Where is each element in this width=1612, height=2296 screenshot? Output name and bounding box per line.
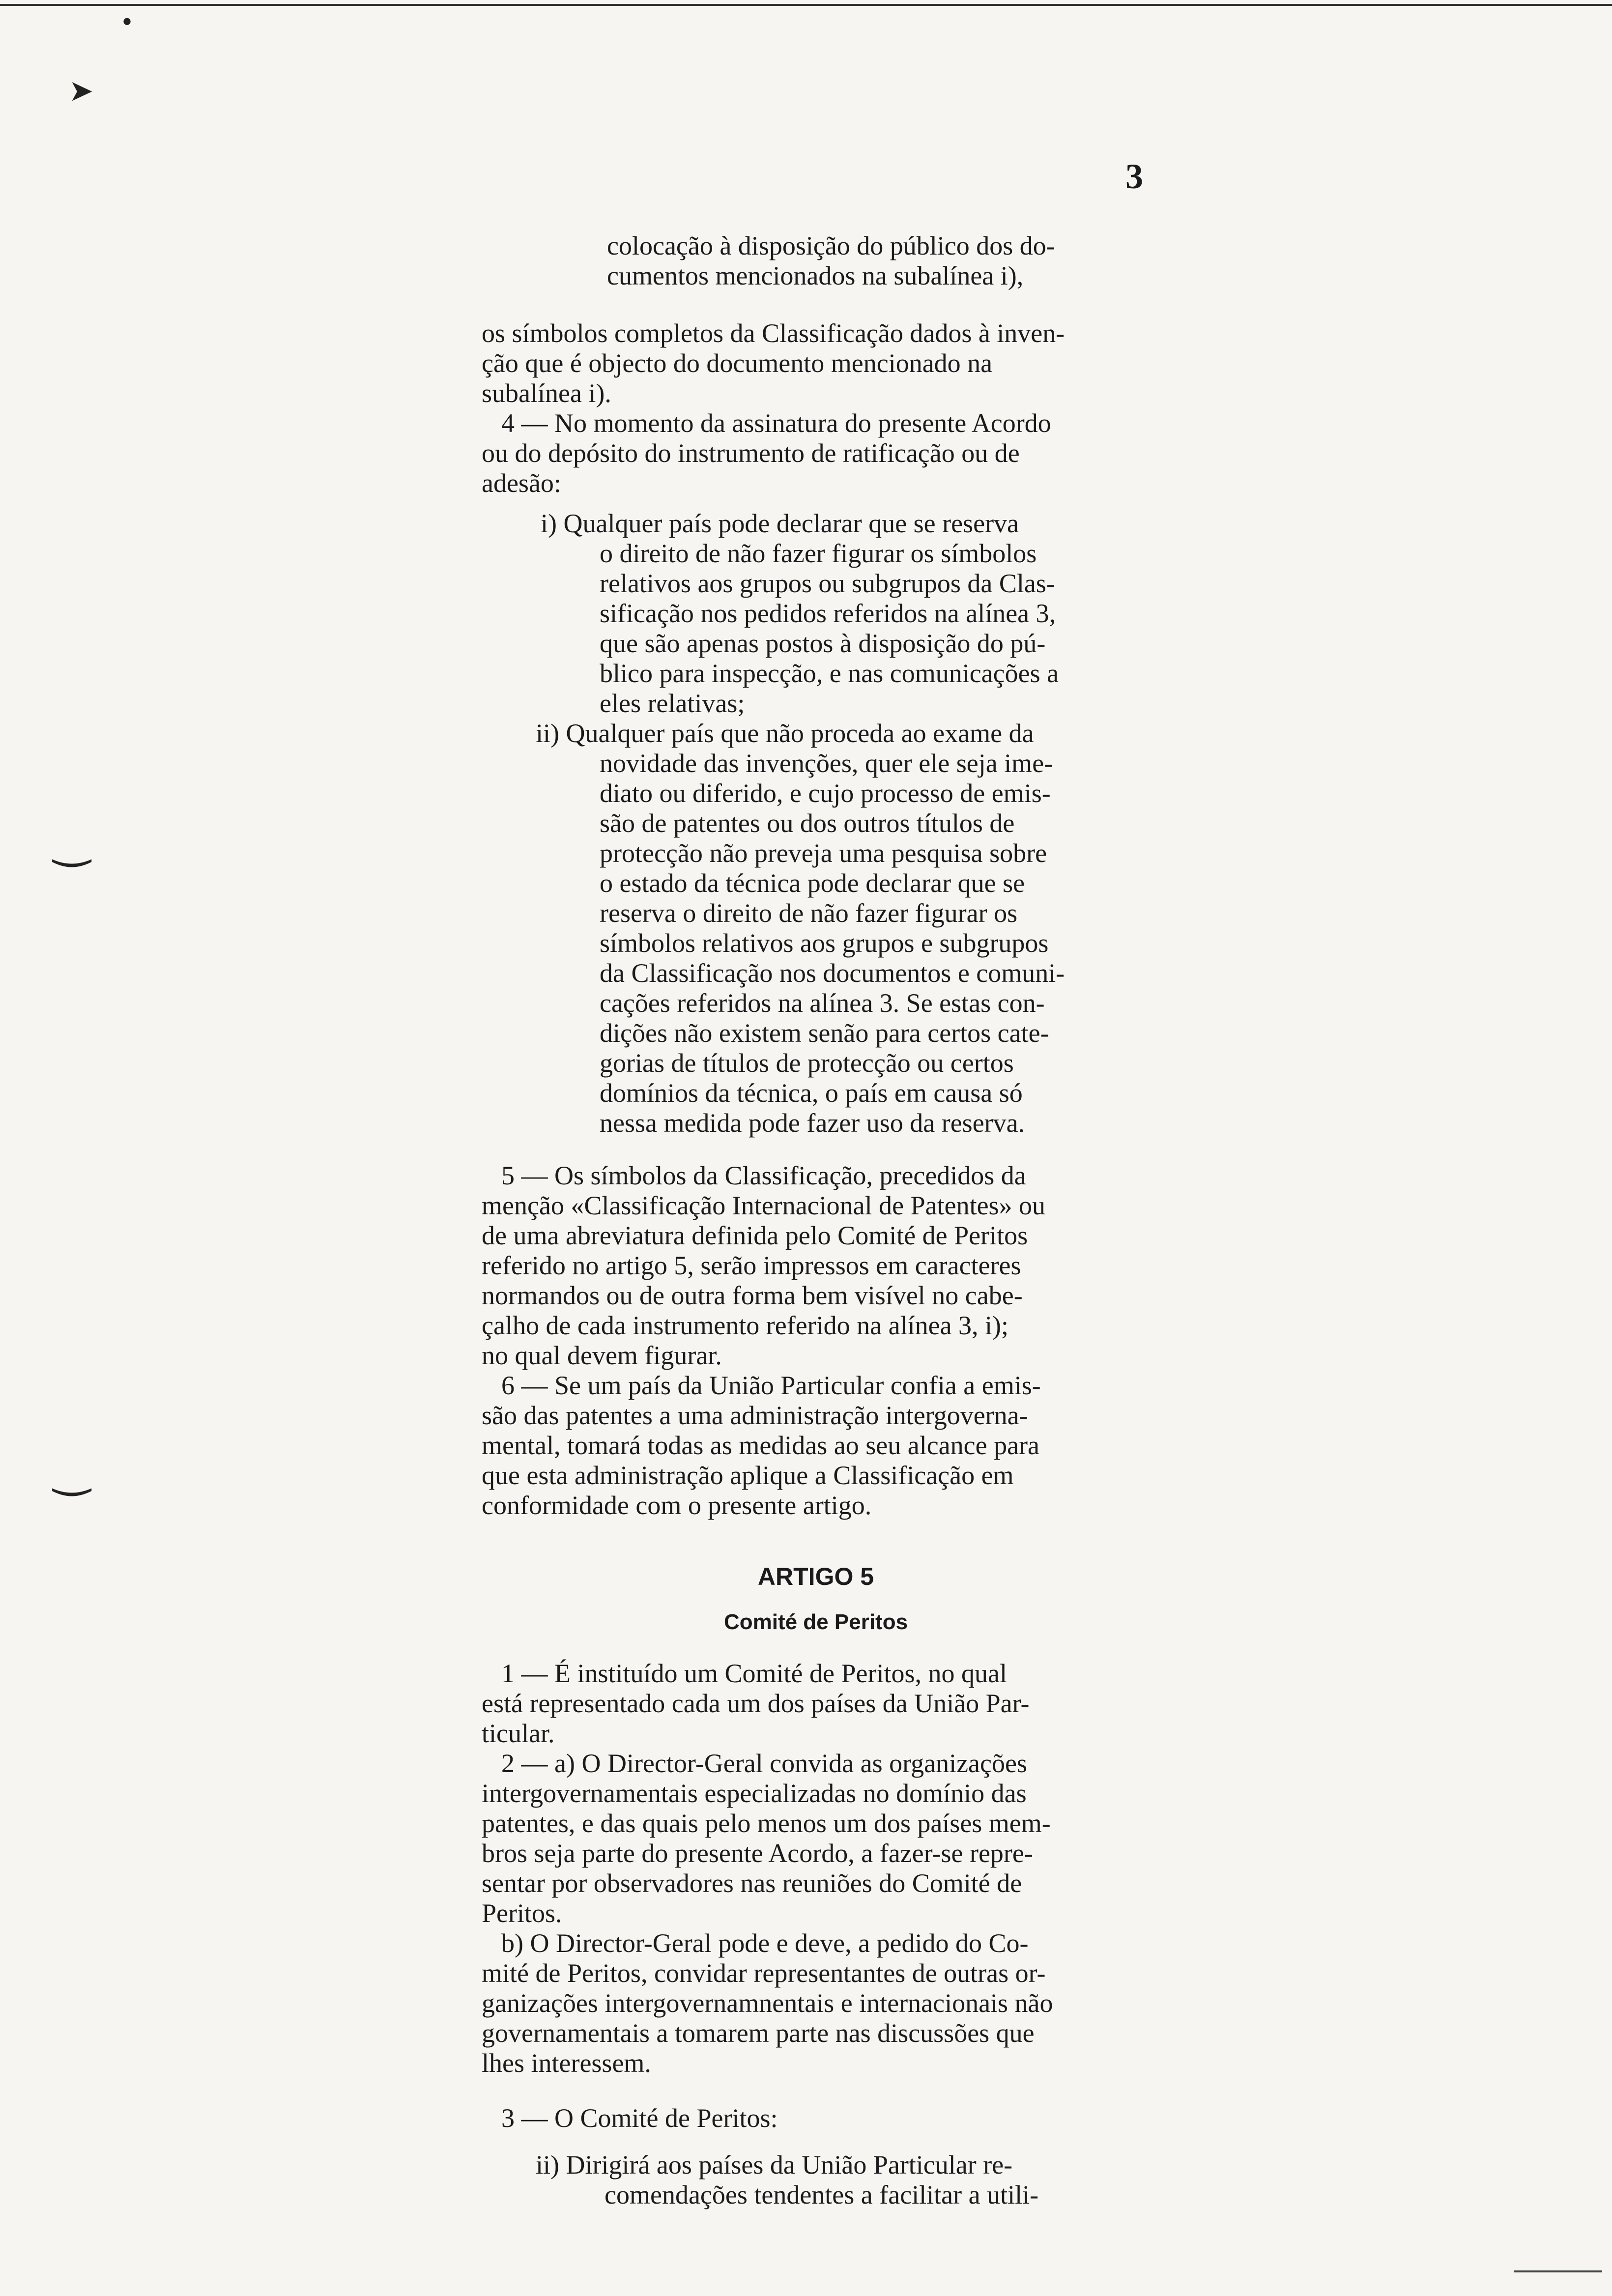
text-line: menção «Classificação Internacional de Patentes» ou <box>482 1191 1046 1220</box>
text-line: domínios da técnica, o país em causa só <box>600 1078 1023 1108</box>
text-line: gorias de títulos de protecção ou certos <box>600 1048 1014 1078</box>
text-line: 1 — É instituído um Comité de Peritos, no qual <box>501 1659 1007 1688</box>
text-line: 2 — a) O Director-Geral convida as organizações <box>501 1749 1027 1778</box>
text-line: ou do depósito do instrumento de ratificação ou de <box>482 438 1020 468</box>
text-line: mité de Peritos, convidar representantes de outras or- <box>482 1958 1046 1988</box>
block-2 <box>482 318 1150 498</box>
text-line: dições não existem senão para certos cate- <box>600 1018 1049 1048</box>
text-line: referido no artigo 5, serão impressos em caracteres <box>482 1251 1021 1280</box>
text-line: sentar por observadores nas reuniões do Comité de <box>482 1868 1022 1898</box>
block-3 <box>482 1161 1150 1521</box>
text-line: 4 — No momento da assinatura do presente Acordo <box>501 408 1051 438</box>
text-line: ganizações intergovernamnentais e internacionais não <box>482 1988 1053 2018</box>
text-line: sificação nos pedidos referidos na alínea 3, <box>600 599 1056 628</box>
text-line: está representado cada um dos países da União Par- <box>482 1689 1030 1718</box>
text-line: cações referidos na alínea 3. Se estas con- <box>600 988 1045 1018</box>
text-line: lhes interessem. <box>482 2048 651 2078</box>
article-subheading: Comité de Peritos <box>723 1610 908 1634</box>
text-line: bros seja parte do presente Acordo, a fazer-se repre- <box>482 1838 1033 1868</box>
text-line: conformidade com o presente artigo. <box>482 1491 872 1520</box>
text-line: comendações tendentes a facilitar a utili- <box>604 2180 1039 2210</box>
text-line: ii) Dirigirá aos países da União Particular re- <box>536 2150 1013 2180</box>
scan-speck-mark: • <box>122 5 133 38</box>
text-line: 3 — O Comité de Peritos: <box>501 2103 778 2133</box>
text-line: intergovernamentais especializadas no domínio das <box>482 1779 1027 1808</box>
scan-bottom-edge-line <box>1514 2270 1602 2272</box>
block-4 <box>482 1659 1150 2078</box>
text-line: 6 — Se um país da União Particular confia a emis- <box>501 1371 1041 1400</box>
text-line: ticular. <box>482 1719 555 1748</box>
text-line: reserva o direito de não fazer figurar os <box>600 898 1018 928</box>
text-line: símbolos relativos aos grupos e subgrupos <box>600 928 1049 958</box>
text-line: da Classificação nos documentos e comuni- <box>600 958 1065 988</box>
scan-top-edge-line <box>0 4 1612 6</box>
text-line: governamentais a tomarem parte nas discussões que <box>482 2018 1035 2048</box>
text-line: são de patentes ou dos outros títulos de <box>600 808 1015 838</box>
text-line: o direito de não fazer figurar os símbolos <box>600 539 1037 568</box>
text-line: que esta administração aplique a Classificação em <box>482 1461 1014 1490</box>
text-line: patentes, e das quais pelo menos um dos países mem- <box>482 1808 1051 1838</box>
text-line: novidade das invenções, quer ele seja ime- <box>600 748 1053 778</box>
text-line: çalho de cada instrumento referido na alínea 3, i); <box>482 1311 1009 1340</box>
text-line: diato ou diferido, e cujo processo de emis- <box>600 778 1051 808</box>
text-line: eles relativas; <box>600 689 745 718</box>
text-line: que são apenas postos à disposição do pú- <box>600 629 1046 658</box>
scan-hole-mark-2: ‿ <box>54 1447 90 1495</box>
text-line: de uma abreviatura definida pelo Comité de Peritos <box>482 1221 1028 1250</box>
article-heading: ARTIGO 5 <box>757 1563 874 1590</box>
scan-hole-mark: ‿ <box>54 818 90 866</box>
block-5 <box>482 2103 1150 2133</box>
text-line: blico para inspecção, e nas comunicações a <box>600 659 1059 688</box>
text-line: o estado da técnica pode declarar que se <box>600 868 1025 898</box>
text-line: colocação à disposição do público dos do- <box>607 231 1055 260</box>
text-line: Peritos. <box>482 1898 562 1928</box>
text-line: i) Qualquer país pode declarar que se reserva <box>541 509 1019 538</box>
text-line: protecção não preveja uma pesquisa sobre <box>600 838 1047 868</box>
text-line: são das patentes a uma administração intergoverna- <box>482 1401 1028 1430</box>
text-line: ção que é objecto do documento mencionado na <box>482 348 993 378</box>
text-line: adesão: <box>482 468 561 498</box>
text-line: ii) Qualquer país que não proceda ao exame da <box>536 718 1034 748</box>
text-line: normandos ou de outra forma bem visível no cabe- <box>482 1281 1023 1310</box>
item-final <box>536 2150 1150 2210</box>
text-line: nessa medida pode fazer uso da reserva. <box>600 1108 1025 1138</box>
text-line: no qual devem figurar. <box>482 1341 722 1370</box>
scan-arrow-mark: ➤ <box>69 75 94 107</box>
block-1 <box>607 231 1150 291</box>
text-line: os símbolos completos da Classificação dados à inven- <box>482 318 1065 348</box>
page-number: 3 <box>1125 157 1143 196</box>
text-line: relativos aos grupos ou subgrupos da Clas- <box>600 569 1055 598</box>
text-line: cumentos mencionados na subalínea i), <box>607 261 1024 290</box>
text-line: 5 — Os símbolos da Classificação, precedidos da <box>501 1161 1026 1190</box>
text-line: subalínea i). <box>482 378 611 408</box>
item-ii <box>536 718 1150 1138</box>
text-line: b) O Director-Geral pode e deve, a pedido do Co- <box>501 1928 1029 1958</box>
text-line: mental, tomará todas as medidas ao seu alcance para <box>482 1431 1040 1460</box>
item-i <box>541 509 1150 718</box>
